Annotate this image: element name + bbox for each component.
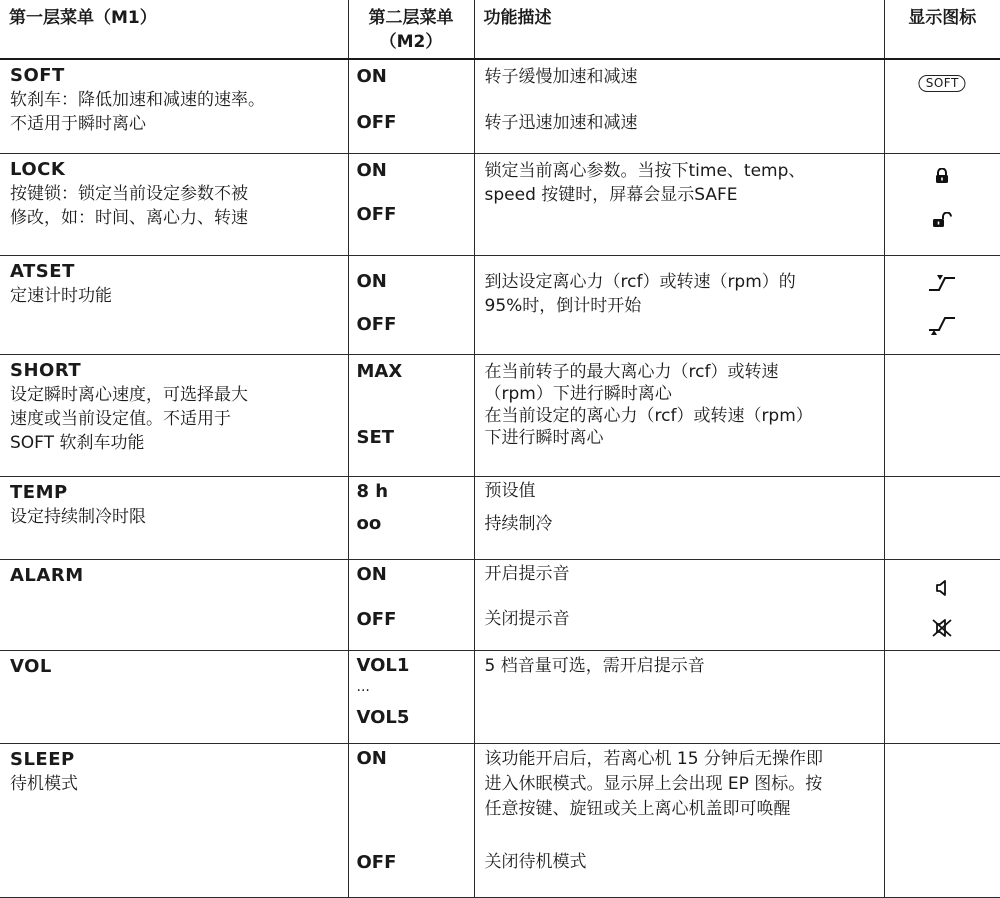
option-8h: 8 h: [356, 481, 389, 502]
header-m1: 第一层菜单（M1）: [0, 0, 348, 59]
lock-open-icon: [932, 212, 952, 228]
func-text: 持续制冷: [484, 514, 553, 534]
table-row: [0, 154, 1000, 256]
menu-temp: [0, 477, 348, 533]
func-text: speed 按键时，屏幕会显示SAFE: [484, 185, 738, 205]
func-text: 下进行瞬时离心: [484, 428, 604, 448]
speaker-off-icon: [931, 618, 953, 638]
menu-desc-line: 速度或当前设定值。不适用于: [10, 409, 231, 429]
menu-key: LOCK: [10, 159, 66, 180]
menu-sleep: [0, 744, 348, 800]
option-off: OFF: [356, 609, 397, 630]
speaker-on-icon: [935, 580, 949, 596]
menu-alarm: [0, 560, 348, 592]
func-text: 在当前转子的最大离心力（rcf）或转速: [484, 362, 779, 382]
option-on: ON: [356, 564, 387, 585]
option-ellipsis: ...: [356, 679, 370, 695]
option-oo: oo: [356, 513, 382, 534]
func-text: 开启提示音: [484, 564, 570, 584]
option-off: OFF: [356, 204, 397, 225]
option-off: OFF: [356, 314, 397, 335]
func-text: 5 档音量可选，需开启提示音: [484, 656, 705, 676]
menu-desc-line: 设定瞬时离心速度，可选择最大: [10, 385, 248, 405]
option-off: OFF: [356, 852, 397, 873]
option-on: ON: [356, 271, 387, 292]
menu-soft: [0, 60, 348, 140]
menu-key: ALARM: [10, 565, 84, 586]
func-text: 关闭待机模式: [484, 852, 587, 872]
table-row: [0, 59, 1000, 154]
option-on: ON: [356, 748, 387, 769]
option-vol1: VOL1: [356, 655, 410, 676]
func-text: 进入休眠模式。显示屏上会出现 EP 图标。按: [484, 774, 823, 794]
lock-closed-icon: [935, 168, 949, 184]
func-text: 95%时，倒计时开始: [484, 296, 642, 316]
menu-key: SLEEP: [10, 749, 75, 770]
header-row: [0, 0, 1000, 59]
header-m2: 第二层菜单（M2）: [348, 0, 474, 59]
header-desc: 功能描述: [474, 0, 884, 59]
table-row: [0, 256, 1000, 355]
func-text: 该功能开启后，若离心机 15 分钟后无操作即: [484, 749, 823, 769]
table-row: [0, 477, 1000, 560]
func-text: 在当前设定的离心力（rcf）或转速（rpm）: [484, 406, 813, 426]
func-text: 预设值: [484, 481, 536, 501]
func-text: 转子迅速加速和减速: [484, 113, 638, 133]
func-text: （rpm）下进行瞬时离心: [484, 384, 672, 404]
menu-desc-line: 修改，如：时间、离心力、转速: [10, 208, 248, 228]
option-max: MAX: [356, 361, 403, 382]
func-text: 锁定当前离心参数。当按下time、temp、: [484, 161, 806, 181]
option-vol5: VOL5: [356, 707, 410, 728]
option-on: ON: [356, 160, 387, 181]
option-on: ON: [356, 66, 387, 87]
func-text: 任意按键、旋钮或关上离心机盖即可唤醒: [484, 799, 791, 819]
menu-vol: [0, 651, 348, 683]
table-row: [0, 744, 1000, 898]
atset-on-icon: [927, 274, 957, 292]
menu-key: ATSET: [10, 261, 75, 282]
table-row: [0, 355, 1000, 477]
option-set: SET: [356, 427, 395, 448]
func-text: 转子缓慢加速和减速: [484, 67, 638, 87]
menu-desc-line: 软刹车：降低加速和减速的速率。: [10, 90, 265, 110]
table-row: [0, 651, 1000, 744]
header-icon: 显示图标: [884, 0, 1000, 59]
menu-key: TEMP: [10, 482, 68, 503]
menu-lock: [0, 154, 348, 234]
menu-key: VOL: [10, 656, 52, 677]
menu-short: [0, 355, 348, 459]
menu-key: SHORT: [10, 360, 82, 381]
atset-off-icon: [927, 316, 957, 336]
table-row: [0, 560, 1000, 651]
option-off: OFF: [356, 112, 397, 133]
menu-desc-line: 按键锁：锁定当前设定参数不被: [10, 184, 248, 204]
menu-desc-line: 定速计时功能: [10, 286, 112, 306]
func-text: 到达设定离心力（rcf）或转速（rpm）的: [484, 272, 796, 292]
menu-desc-line: 待机模式: [10, 774, 78, 794]
menu-atset: [0, 256, 348, 312]
menu-desc-line: 不适用于瞬时离心: [10, 114, 146, 134]
menu-desc-line: SOFT 软刹车功能: [10, 433, 145, 453]
func-text: 关闭提示音: [484, 609, 570, 629]
menu-desc-line: 设定持续制冷时限: [10, 507, 146, 527]
soft-icon: SOFT: [919, 75, 966, 92]
menu-key: SOFT: [10, 65, 65, 86]
